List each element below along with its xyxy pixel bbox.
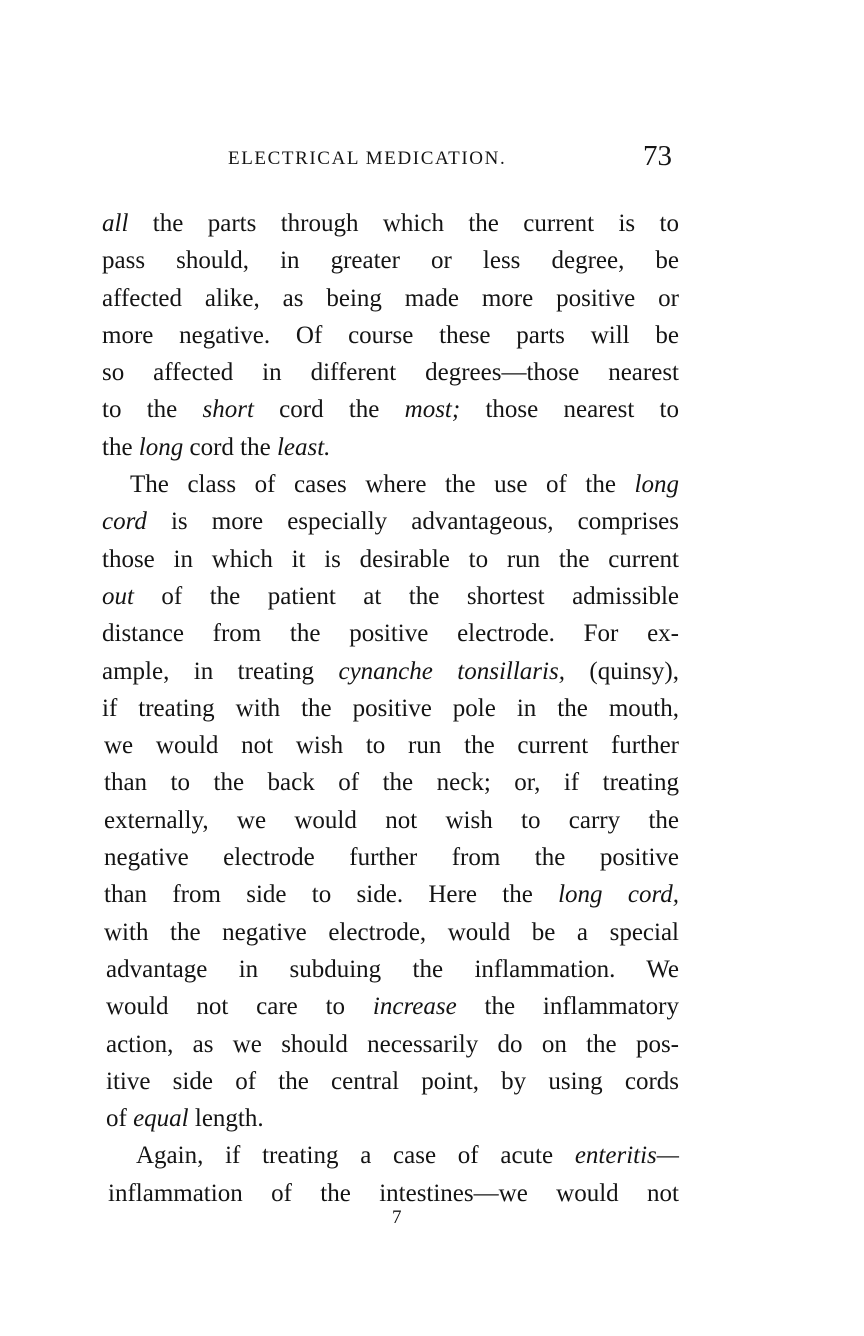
- text-line: [104, 802, 679, 839]
- text-line: [106, 951, 679, 988]
- text-line: [102, 653, 679, 690]
- text-line: [102, 466, 679, 503]
- text-italic: all: [102, 210, 129, 237]
- text-run: than to the back of the neck; or, if treating: [104, 769, 679, 797]
- text-run: of the patient at the shortest admissible: [133, 582, 679, 610]
- text-run: would not care to: [106, 993, 373, 1021]
- text-line: [104, 876, 679, 913]
- text-line: [104, 839, 679, 876]
- text-run: those in which it is desirable to run the current: [102, 545, 679, 573]
- text-italic: least.: [276, 433, 331, 461]
- text-run: pass should, in greater or less degree, be: [102, 247, 679, 275]
- text-italic: enteritis—: [574, 1142, 679, 1170]
- text-line: [102, 391, 679, 428]
- text-run: The class of cases where the use of the: [130, 471, 635, 499]
- text-line: [104, 914, 679, 951]
- text-line: [102, 503, 679, 540]
- text-run: ample, in treating: [102, 657, 339, 685]
- text-italic: long cord,: [558, 881, 680, 909]
- text-italic: long: [138, 433, 184, 461]
- text-italic: short: [202, 396, 254, 424]
- signature-mark: 7: [392, 1207, 402, 1228]
- text-run: the parts through which the current is to: [128, 210, 679, 237]
- text-line: [102, 429, 679, 466]
- text-run: action, as we should necessarily do on the pos-: [106, 1030, 679, 1058]
- text-run: negative electrode further from the positive: [104, 844, 679, 872]
- text-italic: increase: [372, 993, 457, 1021]
- text-run: Again, if treating a case of acute: [136, 1142, 575, 1170]
- text-run: externally, we would not wish to carry the: [104, 806, 679, 834]
- page-number: 73: [643, 140, 672, 172]
- text-line: [102, 615, 679, 652]
- text-run: distance from the positive electrode. For ex-: [102, 620, 679, 648]
- text-line: [106, 1063, 679, 1100]
- text-italic: long: [634, 471, 679, 499]
- text-italic: equal: [133, 1105, 189, 1133]
- text-run: of: [106, 1105, 134, 1133]
- text-run: affected alike, as being made more positive or: [102, 284, 679, 312]
- text-line: [102, 354, 679, 391]
- text-run: the inflammatory: [456, 993, 679, 1021]
- text-line: [106, 988, 679, 1025]
- text-line: [102, 205, 679, 242]
- text-run: those nearest to: [460, 396, 679, 424]
- running-title: ELECTRICAL MEDICATION.: [228, 148, 507, 169]
- text-run: more negative. Of course these parts will be: [102, 321, 679, 349]
- text-line: [102, 690, 679, 727]
- text-line: [104, 727, 679, 764]
- text-run: if treating with the positive pole in the mouth,: [102, 694, 679, 722]
- text-line: [106, 1026, 679, 1063]
- text-line: [106, 1100, 679, 1137]
- text-run: to the: [102, 396, 203, 424]
- text-run: is more especially advantageous, comprises: [146, 508, 679, 536]
- text-italic: cynanche tonsillaris,: [338, 657, 565, 685]
- text-italic: most;: [404, 396, 461, 424]
- text-italic: out: [102, 582, 134, 610]
- text-run: cord the: [253, 396, 405, 424]
- text-line: [102, 280, 679, 317]
- text-run: we would not wish to run the current further: [104, 732, 679, 760]
- text-run: itive side of the central point, by using cords: [106, 1067, 679, 1095]
- text-run: length.: [188, 1105, 264, 1133]
- text-line: [108, 1137, 679, 1174]
- text-line: [102, 242, 679, 279]
- body-text: [102, 205, 679, 1212]
- text-italic: cord: [102, 508, 147, 536]
- text-line: [102, 317, 679, 354]
- running-head: [100, 140, 680, 180]
- text-run: (quinsy),: [564, 657, 679, 685]
- text-run: with the negative electrode, would be a special: [104, 918, 679, 946]
- text-run: inflammation of the intestines—we would not: [108, 1179, 679, 1207]
- text-run: the: [102, 433, 139, 461]
- text-line: [102, 578, 679, 615]
- text-run: cord the: [183, 433, 277, 461]
- text-line: [102, 541, 679, 578]
- text-run: advantage in subduing the inflammation. We: [106, 955, 679, 983]
- text-run: so affected in different degrees—those nearest: [102, 359, 679, 387]
- text-line: [104, 764, 679, 801]
- text-run: than from side to side. Here the: [104, 881, 559, 909]
